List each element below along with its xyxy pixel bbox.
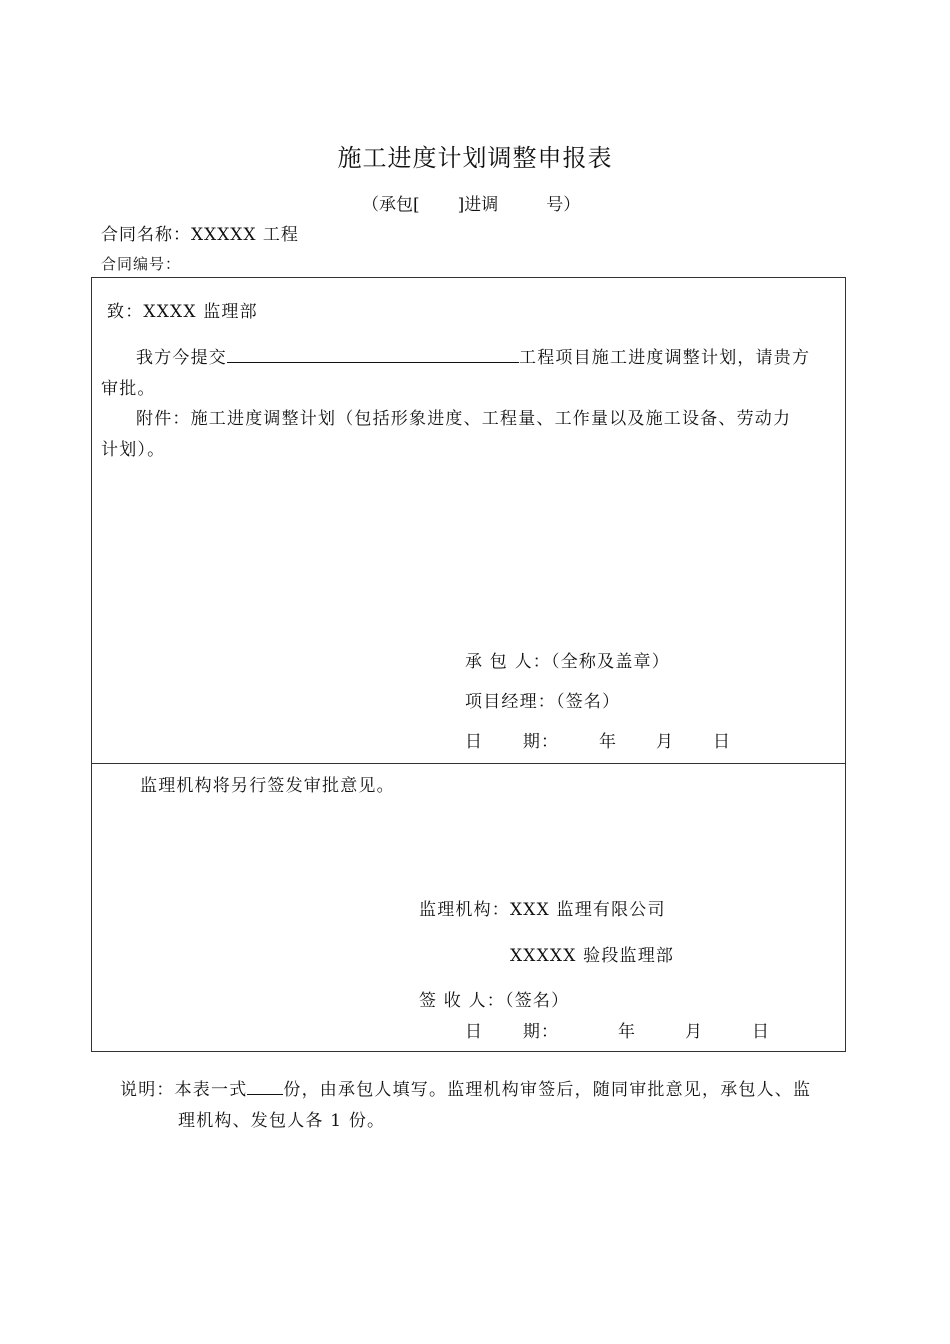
- date-year: 年: [599, 732, 618, 752]
- contractor-label: 承 包 人：: [465, 652, 552, 672]
- footnote-text-after: 份，由承包人填写。监理机构审签后，随同审批意见，承包人、监: [283, 1080, 812, 1100]
- submission-line: [136, 343, 810, 368]
- attachment-line-2: 计划）。: [101, 440, 166, 460]
- date-day: 日: [713, 732, 732, 752]
- form-number-suffix: 号）: [546, 195, 581, 215]
- supervision-dept: XXXXX 验段监理部: [510, 946, 675, 966]
- contractor-value: （全称及盖章）: [551, 652, 670, 672]
- project-manager-signature: [465, 687, 620, 712]
- pm-label: 项目经理：: [465, 692, 556, 712]
- contractor-signature: [465, 647, 670, 672]
- submission-line-2: 审批。: [101, 379, 156, 399]
- form-divider: [91, 763, 846, 764]
- org-value: XXX 监理有限公司: [510, 900, 666, 920]
- receipt-date-month: 月: [685, 1022, 704, 1042]
- form-number-mid: ]进调: [457, 195, 499, 215]
- pm-value: （签名）: [556, 692, 621, 712]
- attachment-line-1: 附件：施工进度调整计划（包括形象进度、工程量、工作量以及施工设备、劳动力: [136, 409, 792, 429]
- supervision-org: [419, 895, 666, 920]
- receipt-date-year: 年: [618, 1022, 637, 1042]
- addressee-label: 致：: [107, 302, 144, 322]
- supervision-note: 监理机构将另行签发审批意见。: [140, 776, 395, 796]
- receipt-date-day: 日: [752, 1022, 771, 1042]
- project-name-blank[interactable]: [227, 344, 519, 363]
- contract-name-value: XXXXX 工程: [191, 225, 299, 245]
- receiver-label: 签 收 人：: [419, 991, 506, 1011]
- org-label: 监理机构：: [419, 900, 510, 920]
- form-number-prefix: （承包[: [362, 195, 420, 215]
- contract-number-label: 合同编号：: [101, 255, 182, 273]
- receiver-value: （签名）: [505, 991, 570, 1011]
- contract-name-label: 合同名称：: [101, 225, 191, 245]
- date-month: 月: [656, 732, 675, 752]
- footnote-text-before: 说明：本表一式: [120, 1080, 248, 1100]
- submission-text-after: 工程项目施工进度调整计划，请贵方: [519, 348, 811, 368]
- submission-text-before: 我方今提交: [136, 348, 227, 368]
- footnote-line-2: 理机构、发包人各 1 份。: [178, 1111, 386, 1131]
- receipt-date-label: 日 期：: [465, 1022, 560, 1042]
- copies-blank[interactable]: [247, 1078, 283, 1095]
- addressee-value: XXXX 监理部: [143, 302, 258, 322]
- form-number: [362, 190, 580, 215]
- addressee: [107, 297, 258, 322]
- date-label: 日 期：: [465, 732, 560, 752]
- receiver-signature: [419, 986, 569, 1011]
- page-title: 施工进度计划调整申报表: [337, 144, 613, 172]
- footnote-line-1: [120, 1075, 811, 1100]
- contract-name: [101, 220, 299, 245]
